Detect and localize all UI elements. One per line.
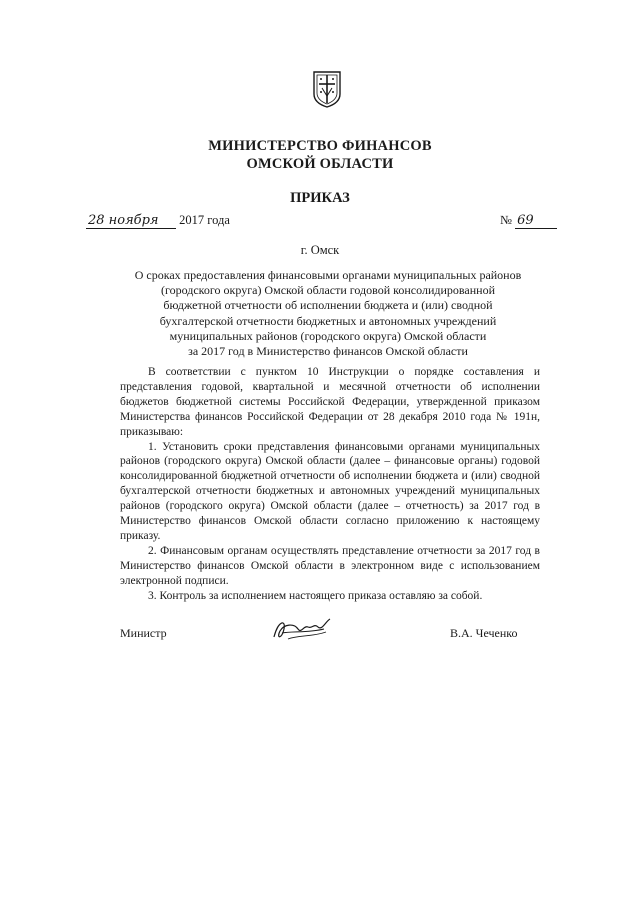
order-item-2: 2. Финансовым органам осуществлять представление отчетности за 2017 год в Министерство финансов Омской области в электронном виде с использованием электронной подписи.	[120, 544, 540, 587]
signatory-name: В.А. Чеченко	[450, 626, 518, 640]
order-item-1: 1. Установить сроки представления финансовыми органами муниципальных районов (городского округа) Омской области (далее – финансовые органы) годовой консолидированной бюджетной отчетности об исполнении бюджета и (или) сводной бухгалтерской отчетности бюджетных и автономных учреждений муниципальных районов (городского округа) Омской области (далее – отчетность) за 2017 год в Министерство финансов Омской области согласно приложению к настоящему приказу.	[120, 440, 540, 542]
preamble-paragraph: В соответствии с пунктом 10 Инструкции о порядке составления и представления годовой, квартальной и месячной отчетности об исполнении бюджетов бюджетной системы Российской Федерации, утвержденной приказом Министерства финансов Российской Федерации от 28 декабря 2010 года № 191н, приказываю:	[120, 366, 540, 438]
organization-name-line2: ОМСКОЙ ОБЛАСТИ	[246, 156, 394, 172]
subject-line: О сроках предоставления финансовыми органами муниципальных районов	[134, 268, 522, 282]
document-number	[500, 213, 557, 229]
subject-line: бухгалтерской отчетности бюджетных и автономных учреждений	[159, 313, 497, 328]
number-handwritten: 69	[515, 213, 557, 229]
order-item-3: 3. Контроль за исполнением настоящего приказа оставляю за собой.	[148, 589, 483, 602]
handwritten-signature	[268, 615, 334, 645]
omsk-coat-of-arms-icon	[312, 70, 342, 108]
city: г. Омск	[300, 243, 340, 257]
document-body	[120, 365, 540, 604]
document-type: ПРИКАЗ	[290, 190, 350, 206]
date-printed: 2017 года	[179, 213, 230, 227]
subject-line: (городского округа) Омской области годовой консолидированной	[160, 283, 496, 298]
subject-line: бюджетной отчетности об исполнении бюджета и (или) сводной	[163, 298, 493, 313]
subject-line: муниципальных районов (городского округа) Омской области	[169, 328, 487, 343]
document-date	[86, 213, 230, 229]
number-label: №	[500, 213, 512, 227]
subject-line: за 2017 год в Министерство финансов Омской области	[188, 344, 468, 359]
subject-title	[118, 268, 538, 359]
organization-name-line1: МИНИСТЕРСТВО ФИНАНСОВ	[208, 138, 432, 154]
date-handwritten: 28 ноября	[86, 213, 176, 229]
signatory-role: Министр	[120, 626, 167, 640]
